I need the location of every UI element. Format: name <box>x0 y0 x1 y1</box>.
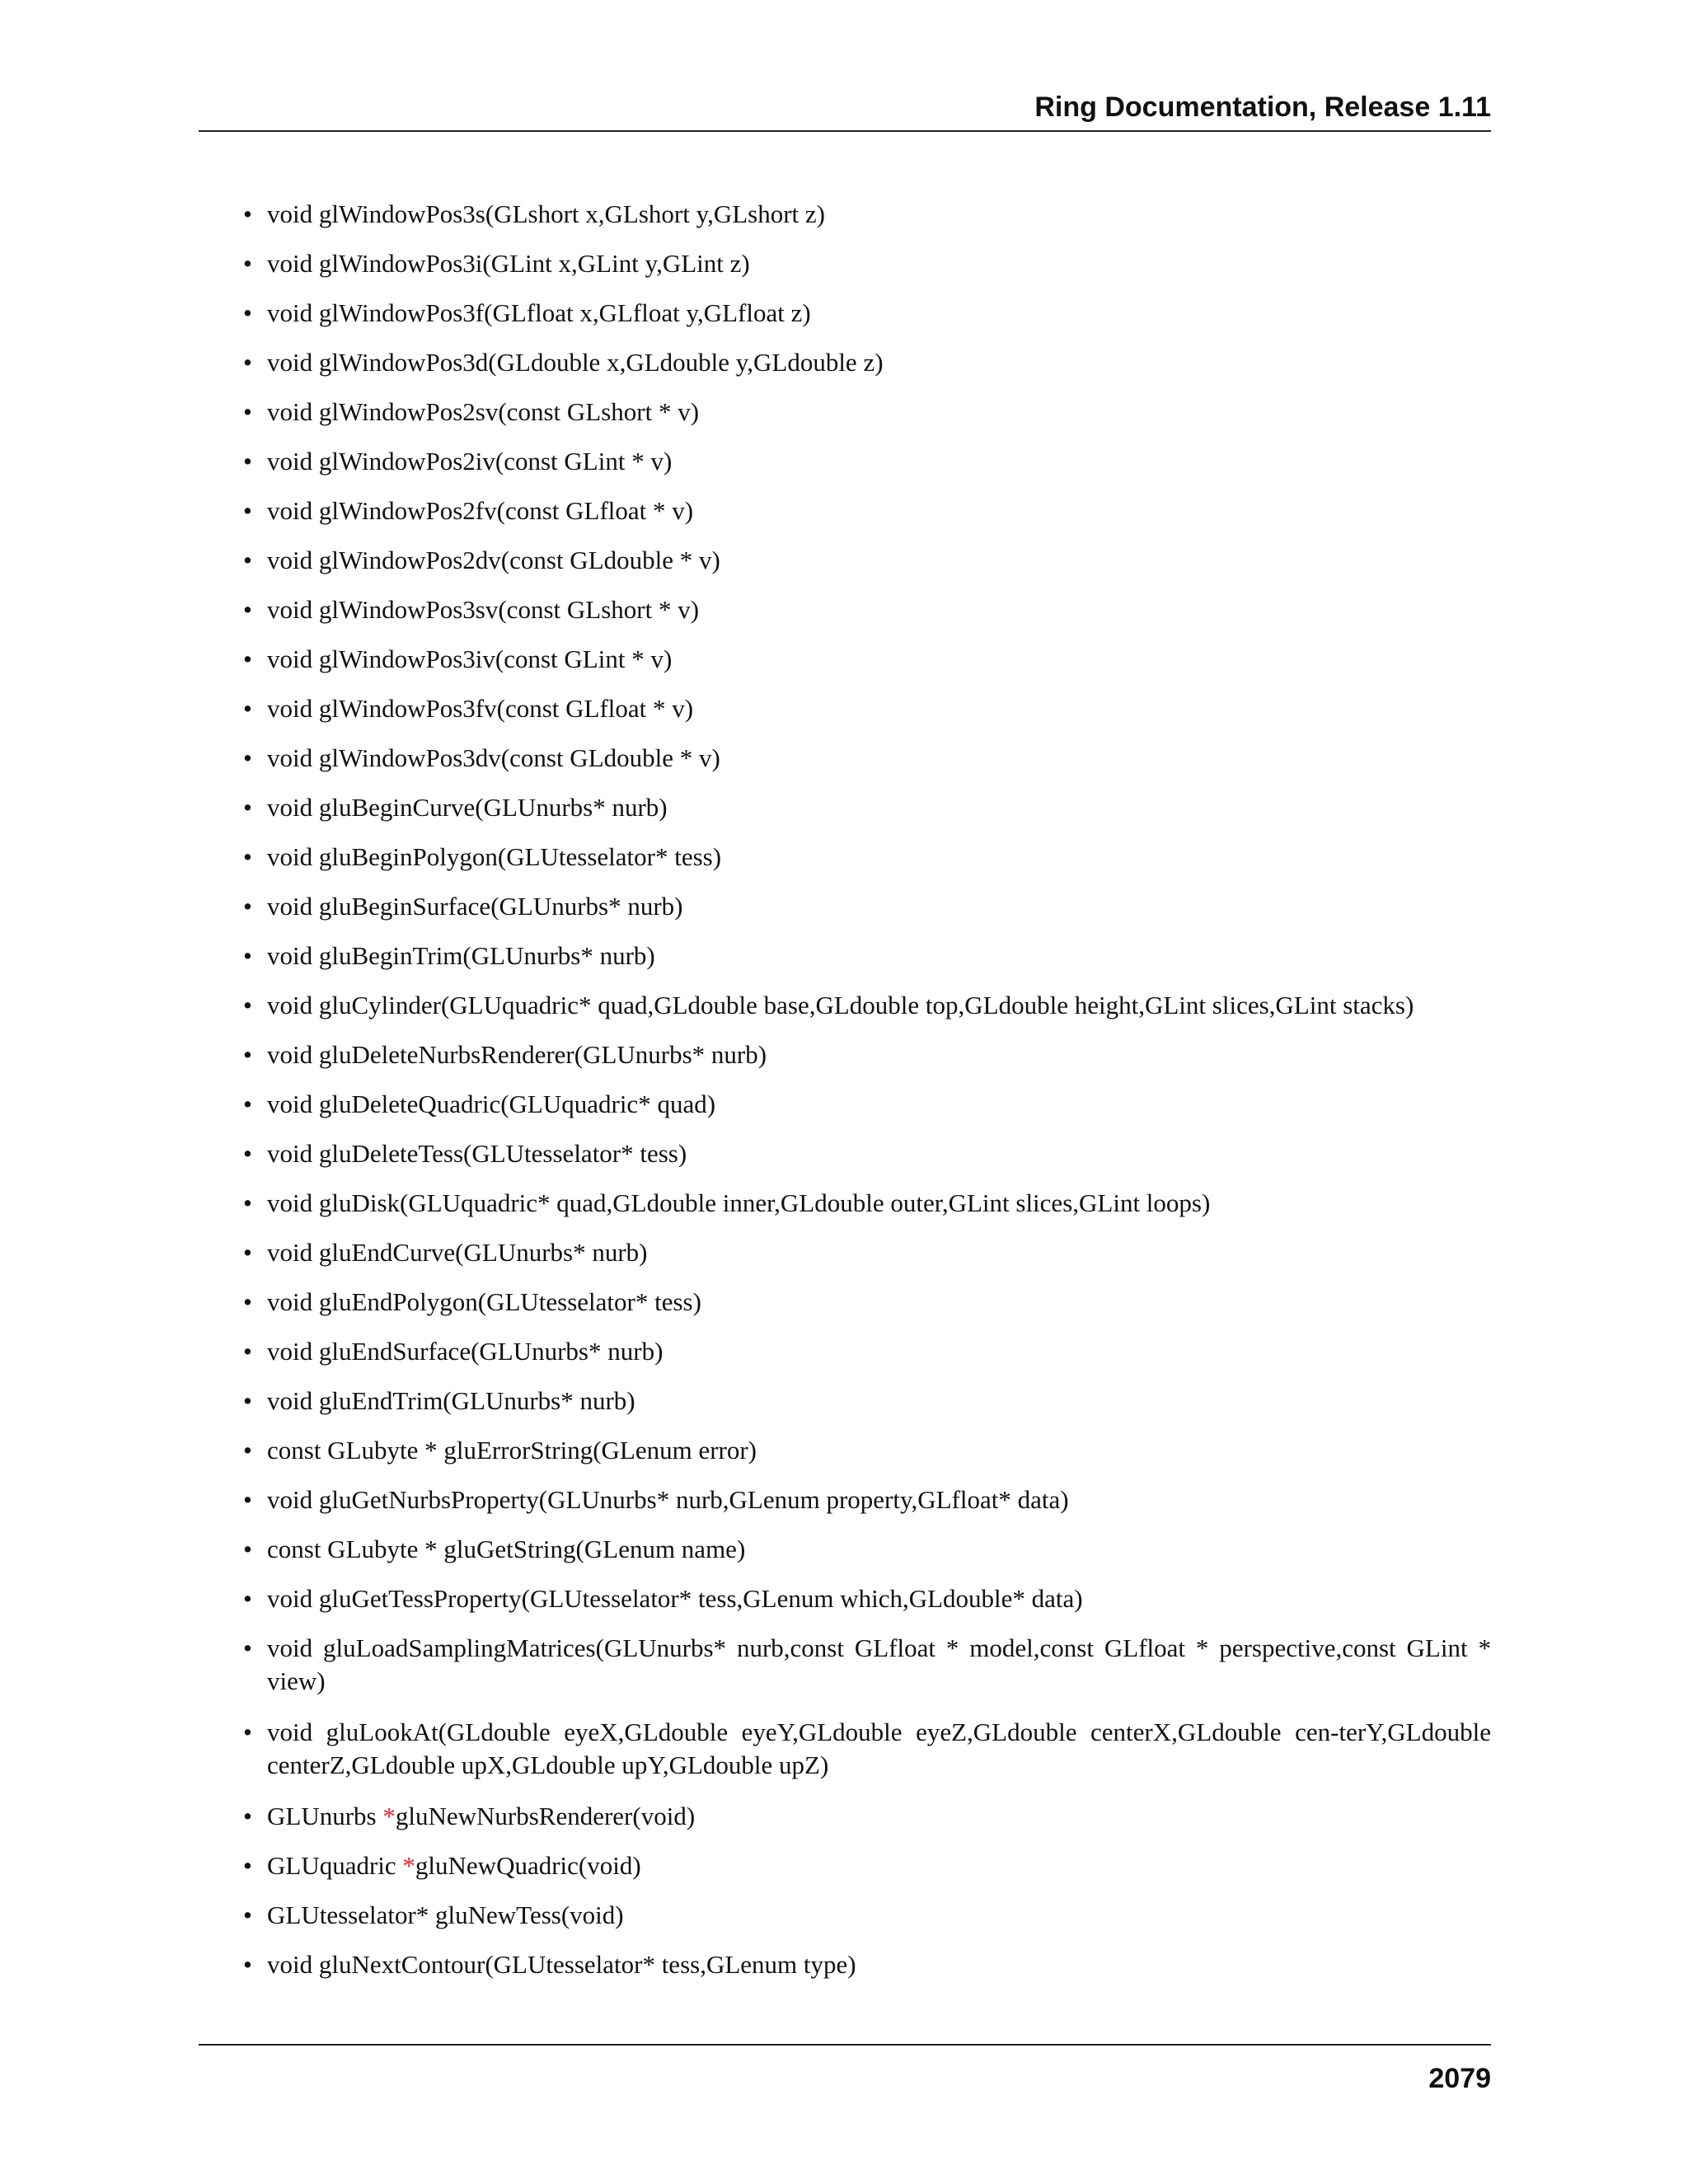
bullet: • <box>243 1436 252 1465</box>
list-item <box>243 1088 1491 1121</box>
bullet: • <box>243 546 252 574</box>
list-item <box>243 1335 1491 1368</box>
list-item <box>243 445 1491 478</box>
list-item <box>243 1533 1491 1566</box>
function-signature: void glWindowPos3d(GLdouble x,GLdouble y,GLdouble z) <box>267 348 884 377</box>
signature-return-type: GLUnurbs <box>267 1802 383 1830</box>
bullet: • <box>243 991 252 1019</box>
list-item <box>243 1286 1491 1319</box>
list-item <box>243 1582 1491 1615</box>
bullet: • <box>243 1718 252 1746</box>
function-signature: void gluBeginCurve(GLUnurbs* nurb) <box>267 793 668 822</box>
header-rule <box>199 130 1491 132</box>
bullet: • <box>243 1188 252 1217</box>
bullet: • <box>243 348 252 377</box>
list-item <box>243 1236 1491 1269</box>
list-item <box>243 1899 1491 1932</box>
function-signature: void glWindowPos3iv(const GLint * v) <box>267 644 673 673</box>
bullet: • <box>243 1900 252 1929</box>
bullet: • <box>243 1584 252 1613</box>
list-item <box>243 940 1491 972</box>
list-item <box>243 544 1491 577</box>
function-signature: void gluDeleteNurbsRenderer(GLUnurbs* nurb) <box>267 1040 767 1069</box>
list-item <box>243 989 1491 1022</box>
bullet: • <box>243 1040 252 1069</box>
function-signature: void gluLookAt(GLdouble eyeX,GLdouble eyeY,GLdouble eyeZ,GLdouble centerX,GLdouble cen-terY,GLdouble centerZ,GLdouble upX,GLdouble upY,GLdouble upZ) <box>267 1718 1491 1779</box>
function-signature: void glWindowPos3i(GLint x,GLint y,GLint z) <box>267 249 750 278</box>
list-item <box>243 1038 1491 1071</box>
bullet: • <box>243 199 252 228</box>
function-signature: void glWindowPos2fv(const GLfloat * v) <box>267 496 694 525</box>
bullet: • <box>243 595 252 624</box>
list-item <box>243 643 1491 676</box>
bullet: • <box>243 1485 252 1514</box>
list-item <box>243 742 1491 775</box>
signature-name: gluNewNurbsRenderer(void) <box>395 1802 696 1830</box>
list-item <box>243 1137 1491 1170</box>
function-signature: void glWindowPos2sv(const GLshort * v) <box>267 397 700 426</box>
page-number: 2079 <box>1428 2063 1491 2094</box>
function-signature: void gluEndCurve(GLUnurbs* nurb) <box>267 1238 648 1267</box>
function-signature: void gluDeleteQuadric(GLUquadric* quad) <box>267 1090 716 1118</box>
bullet: • <box>243 1535 252 1563</box>
list-item <box>243 198 1491 231</box>
bullet: • <box>243 694 252 723</box>
bullet: • <box>243 496 252 525</box>
function-signature: void glWindowPos3f(GLfloat x,GLfloat y,GLfloat z) <box>267 298 811 327</box>
list-item <box>243 791 1491 824</box>
function-signature: void gluLoadSamplingMatrices(GLUnurbs* nurb,const GLfloat * model,const GLfloat * perspective,const GLint * view) <box>267 1633 1491 1695</box>
list-item <box>243 1187 1491 1220</box>
function-signature: void gluGetTessProperty(GLUtesselator* tess,GLenum which,GLdouble* data) <box>267 1584 1083 1613</box>
function-signature: void glWindowPos3dv(const GLdouble * v) <box>267 743 720 772</box>
list-item <box>243 841 1491 874</box>
bullet: • <box>243 743 252 772</box>
bullet: • <box>243 941 252 970</box>
function-signature: void glWindowPos2iv(const GLint * v) <box>267 447 673 476</box>
function-signature: void gluEndPolygon(GLUtesselator* tess) <box>267 1287 701 1316</box>
function-signature: const GLubyte * gluErrorString(GLenum error) <box>267 1436 757 1465</box>
list-item <box>243 1800 1491 1833</box>
bullet: • <box>243 892 252 921</box>
bullet: • <box>243 397 252 426</box>
function-signature: void gluBeginTrim(GLUnurbs* nurb) <box>267 941 655 970</box>
bullet: • <box>243 1287 252 1316</box>
function-signature: void gluCylinder(GLUquadric* quad,GLdouble base,GLdouble top,GLdouble height,GLint slices,GLint stacks) <box>267 991 1414 1019</box>
running-footer <box>199 2044 1491 2097</box>
bullet: • <box>243 644 252 673</box>
list-item <box>243 494 1491 527</box>
bullet: • <box>243 249 252 278</box>
list-item <box>243 1948 1491 1981</box>
bullet: • <box>243 1139 252 1168</box>
running-header <box>199 89 1491 125</box>
list-item <box>243 1483 1491 1516</box>
emphasis-marker: * <box>382 1802 396 1830</box>
list-item <box>243 692 1491 725</box>
list-item <box>243 890 1491 923</box>
bullet: • <box>243 298 252 327</box>
bullet: • <box>243 447 252 476</box>
function-signature: GLUtesselator* gluNewTess(void) <box>267 1900 624 1929</box>
function-signature: void gluEndSurface(GLUnurbs* nurb) <box>267 1337 663 1366</box>
function-signature: void gluEndTrim(GLUnurbs* nurb) <box>267 1386 635 1415</box>
bullet: • <box>243 1633 252 1662</box>
list-item <box>243 247 1491 280</box>
bullet: • <box>243 793 252 822</box>
function-signature: void gluDeleteTess(GLUtesselator* tess) <box>267 1139 687 1168</box>
function-signature: void glWindowPos2dv(const GLdouble * v) <box>267 546 720 574</box>
bullet: • <box>243 1238 252 1267</box>
list-item <box>243 1434 1491 1467</box>
list-item <box>243 297 1491 330</box>
function-signature: void gluBeginPolygon(GLUtesselator* tess) <box>267 842 722 871</box>
function-signature: void gluNextContour(GLUtesselator* tess,GLenum type) <box>267 1950 856 1979</box>
list-item <box>243 396 1491 429</box>
list-item <box>243 1716 1491 1782</box>
function-list <box>243 198 1491 1998</box>
list-item <box>243 346 1491 379</box>
emphasis-marker: * <box>402 1851 415 1880</box>
function-signature: void glWindowPos3s(GLshort x,GLshort y,GLshort z) <box>267 199 825 228</box>
bullet: • <box>243 842 252 871</box>
bullet: • <box>243 1386 252 1415</box>
document-title: Ring Documentation, Release 1.11 <box>1034 91 1491 123</box>
list-item <box>243 1632 1491 1698</box>
function-signature: void gluGetNurbsProperty(GLUnurbs* nurb,GLenum property,GLfloat* data) <box>267 1485 1069 1514</box>
list-item <box>243 1385 1491 1418</box>
function-signature: void gluDisk(GLUquadric* quad,GLdouble inner,GLdouble outer,GLint slices,GLint loops) <box>267 1188 1211 1217</box>
function-signature: void glWindowPos3fv(const GLfloat * v) <box>267 694 694 723</box>
function-signature: void gluBeginSurface(GLUnurbs* nurb) <box>267 892 683 921</box>
bullet: • <box>243 1950 252 1979</box>
list-item <box>243 593 1491 626</box>
bullet: • <box>243 1851 252 1880</box>
function-signature: void glWindowPos3sv(const GLshort * v) <box>267 595 700 624</box>
function-signature: const GLubyte * gluGetString(GLenum name) <box>267 1535 746 1563</box>
bullet: • <box>243 1802 252 1830</box>
bullet: • <box>243 1090 252 1118</box>
signature-name: gluNewQuadric(void) <box>415 1851 641 1880</box>
list-item <box>243 1849 1491 1882</box>
bullet: • <box>243 1337 252 1366</box>
signature-return-type: GLUquadric <box>267 1851 403 1880</box>
